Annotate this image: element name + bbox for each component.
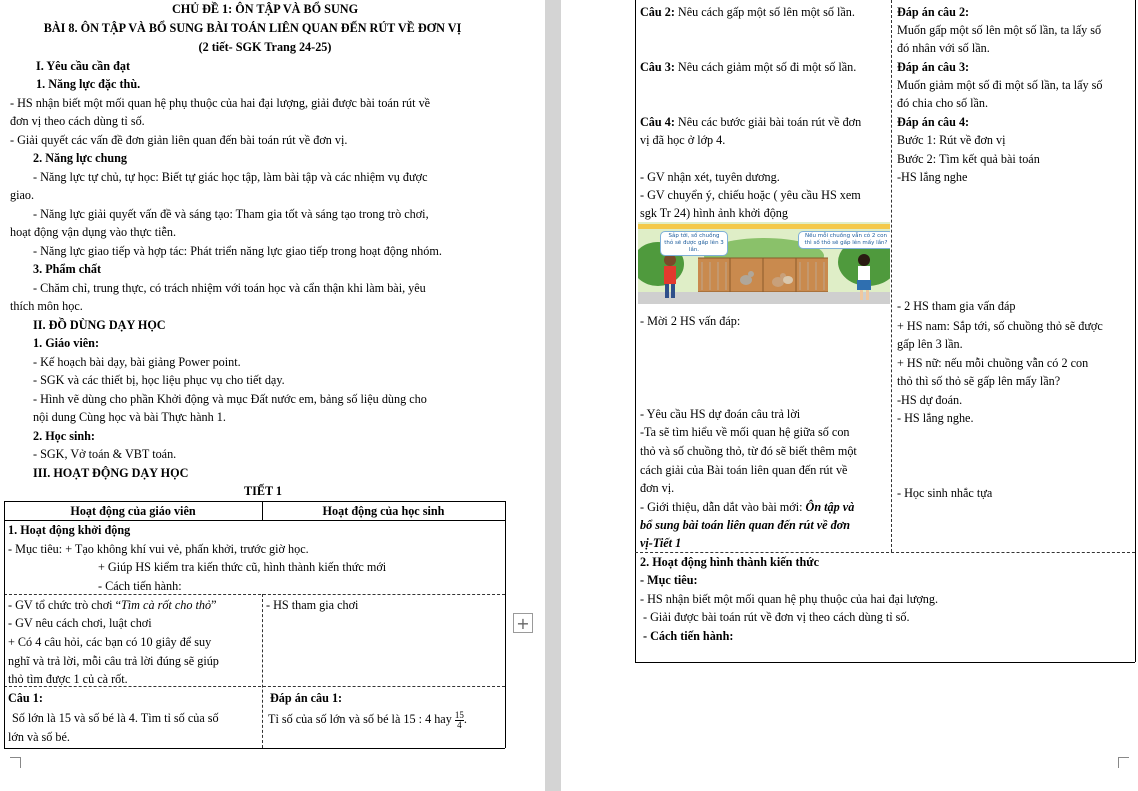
answer-text: đó chia cho số lần. — [897, 96, 989, 110]
text-line: - SGK, Vở toán & VBT toán. — [33, 447, 177, 461]
student-activity: + HS nam: Sắp tới, số chuồng thỏ sẽ được — [897, 319, 1103, 333]
subsection-heading: 3. Phẩm chất — [33, 262, 102, 276]
question-line: Câu 3: Nêu cách giảm một số đi một số lần. — [640, 60, 857, 74]
text-line: hoạt động vận dụng vào thực tiễn. — [10, 225, 177, 239]
student-activity: - 2 HS tham gia vấn đáp — [897, 299, 1016, 313]
subsection-heading: 1. Năng lực đặc thù. — [36, 77, 141, 91]
text-line: - Cách tiến hành: — [98, 579, 182, 593]
text-line: - Kế hoạch bài dạy, bài giảng Power point. — [33, 355, 241, 369]
answer-text: Muốn gấp một số lên một số lần, ta lấy số — [897, 23, 1102, 37]
teacher-activity: - GV chuyển ý, chiếu hoặc ( yêu cầu HS xem — [640, 188, 861, 202]
goal-text: - Giải được bài toán rút về đơn vị theo cách dùng tỉ số. — [643, 610, 910, 624]
text-line: + Giúp HS kiểm tra kiến thức cũ, hình thành kiến thức mới — [98, 560, 387, 574]
answer-label: Đáp án câu 4: — [897, 115, 970, 129]
teacher-activity: sgk Tr 24) hình ảnh khởi động — [640, 206, 788, 220]
column-header-teacher: Hoạt động của giáo viên — [70, 504, 196, 518]
teacher-activity: - Yêu cầu HS dự đoán câu trả lời — [640, 407, 801, 421]
teacher-activity: thỏ và số chuồng thỏ, từ đó sẽ biết thêm một — [640, 444, 857, 458]
textbook-illustration — [638, 222, 890, 304]
crop-mark — [1118, 757, 1129, 768]
fraction: $\frac{15}{4}$ — [454, 709, 464, 730]
page-gutter — [545, 0, 561, 791]
question-line: Câu 4: Nêu các bước giải bài toán rút về đơn — [640, 115, 862, 129]
answer-text: Muốn giảm một số đi một số lần, ta lấy số — [897, 78, 1103, 92]
text-line: + Có 4 câu hỏi, các bạn có 10 giây để suy — [8, 635, 212, 649]
teacher-activity: - Mời 2 HS vấn đáp: — [640, 314, 741, 328]
text-line: thỏ tìm được 1 củ cà rốt. — [8, 672, 128, 686]
student-activity: gấp lên 3 lần. — [897, 337, 963, 351]
lesson-name: bổ sung bài toán liên quan đến rút về đơn — [640, 518, 851, 532]
teacher-activity: - Giới thiệu, dẫn dắt vào bài mới: Ôn tập và — [640, 500, 855, 514]
section-heading: III. HOẠT ĐỘNG DẠY HỌC — [33, 466, 189, 480]
activity-heading: 2. Hoạt động hình thành kiến thức — [640, 555, 820, 569]
text-line: nội dung Cùng học và bài Thực hành 1. — [33, 410, 226, 424]
student-activity: + HS nữ: nếu mỗi chuồng vẫn có 2 con — [897, 356, 1089, 370]
section-heading: I. Yêu cầu cần đạt — [36, 59, 131, 73]
teacher-activity: đơn vị. — [640, 481, 675, 495]
answer-label: Đáp án câu 2: — [897, 5, 970, 19]
student-activity: -HS dự đoán. — [897, 393, 963, 407]
lesson-title: BÀI 8. ÔN TẬP VÀ BỔ SUNG BÀI TOÁN LIÊN QUAN ĐẾN RÚT VỀ ĐƠN VỊ — [43, 21, 462, 35]
text-line: đơn vị theo cách dùng tỉ số. — [10, 114, 145, 128]
section-heading: II. ĐỒ DÙNG DẠY HỌC — [33, 318, 166, 332]
method-label: - Cách tiến hành: — [643, 629, 734, 643]
goal-text: - HS nhận biết một mối quan hệ phụ thuộc của hai đại lượng. — [640, 592, 939, 606]
teacher-activity: cách giải của Bài toán liên quan đến rút về — [640, 463, 848, 477]
period-heading: TIẾT 1 — [243, 484, 283, 498]
text-line: - Giải quyết các vấn đề đơn giản liên quan đến bài toán rút về đơn vị. — [10, 133, 348, 147]
answer-text: Bước 2: Tìm kết quả bài toán — [897, 152, 1040, 166]
crop-mark — [10, 757, 21, 768]
text-line: - HS nhận biết một mối quan hệ phụ thuộc của hai đại lượng, giải được bài toán rút về — [10, 96, 431, 110]
answer-label: Đáp án câu 1: — [270, 691, 343, 705]
subsection-heading: 1. Giáo viên: — [33, 336, 100, 350]
text-line: - GV tổ chức trò chơi “Tìm cà rốt cho thỏ” — [8, 598, 217, 612]
text-line: - Hình vẽ dùng cho phần Khởi động và mục Đất nước em, bảng số liệu dùng cho — [33, 392, 427, 406]
question-label: Câu 1: — [8, 691, 43, 705]
document-page-right — [561, 0, 1138, 791]
student-activity: thỏ thì số thỏ sẽ gấp lên mấy lần? — [897, 374, 1061, 388]
teacher-activity: - GV nhận xét, tuyên dương. — [640, 170, 780, 184]
text-line: giao. — [10, 188, 35, 202]
topic-heading: CHỦ ĐỀ 1: ÔN TẬP VÀ BỔ SUNG — [171, 2, 359, 16]
answer-text: Tỉ số của số lớn và số bé là 15 : 4 hay $\frac{15}{4}$ . — [268, 709, 467, 730]
column-header-student: Hoạt động của học sinh — [322, 504, 445, 518]
text-line: - Mục tiêu: + Tạo không khí vui vẻ, phấn khởi, trước giờ học. — [8, 542, 309, 556]
answer-label: Đáp án câu 3: — [897, 60, 970, 74]
text-line: - Năng lực giải quyết vấn đề và sáng tạo: Tham gia tốt và sáng tạo trong trò chơi, — [33, 207, 429, 221]
subsection-heading: 2. Học sinh: — [33, 429, 95, 443]
text-line: - Chăm chỉ, trung thực, có trách nhiệm với toán học và cẩn thận khi làm bài, yêu — [33, 281, 426, 295]
student-activity: -HS lắng nghe — [897, 170, 968, 184]
speech-bubble-boy: Sắp tới, số chuồng thỏ sẽ được gấp lên 3 lần. — [660, 231, 728, 256]
answer-text: Bước 1: Rút về đơn vị — [897, 133, 1006, 147]
text-line: nghĩ và trả lời, mỗi câu trả lời đúng sẽ giúp — [8, 654, 219, 668]
goal-label: - Mục tiêu: — [640, 573, 698, 587]
text-line: - GV nêu cách chơi, luật chơi — [8, 616, 152, 630]
text-line: - SGK và các thiết bị, học liệu phục vụ cho tiết dạy. — [33, 373, 285, 387]
student-activity: - HS lắng nghe. — [897, 411, 974, 425]
activity-heading: 1. Hoạt động khởi động — [8, 523, 131, 537]
question-text: vị đã học ở lớp 4. — [640, 133, 726, 147]
document-page-left — [0, 0, 545, 791]
question-text: lớn và số bé. — [8, 730, 70, 744]
lesson-subtitle: (2 tiết- SGK Trang 24-25) — [198, 40, 332, 54]
student-activity: - Học sinh nhắc tựa — [897, 486, 993, 500]
add-content-button[interactable]: + — [513, 613, 533, 633]
text-line: thích môn học. — [10, 299, 83, 313]
question-line: Câu 2: Nêu cách gấp một số lên một số lần. — [640, 5, 855, 19]
text-line: - Năng lực tự chủ, tự học: Biết tự giác học tập, làm bài tập và các nhiệm vụ được — [33, 170, 428, 184]
teacher-activity: -Ta sẽ tìm hiểu về mối quan hệ giữa số con — [640, 425, 850, 439]
lesson-name: vị-Tiết 1 — [640, 536, 682, 550]
text-line: - Năng lực giao tiếp và hợp tác: Phát triển năng lực giao tiếp trong hoạt động nhóm. — [33, 244, 442, 258]
answer-text: đó nhân với số lần. — [897, 41, 990, 55]
subsection-heading: 2. Năng lực chung — [33, 151, 127, 165]
speech-bubble-girl: Nếu mỗi chuồng vẫn có 2 con thì số thỏ sẽ gấp lên mấy lần? — [798, 231, 890, 249]
student-activity: - HS tham gia chơi — [266, 598, 359, 612]
question-text: Số lớn là 15 và số bé là 4. Tìm tỉ số của số — [12, 711, 219, 725]
